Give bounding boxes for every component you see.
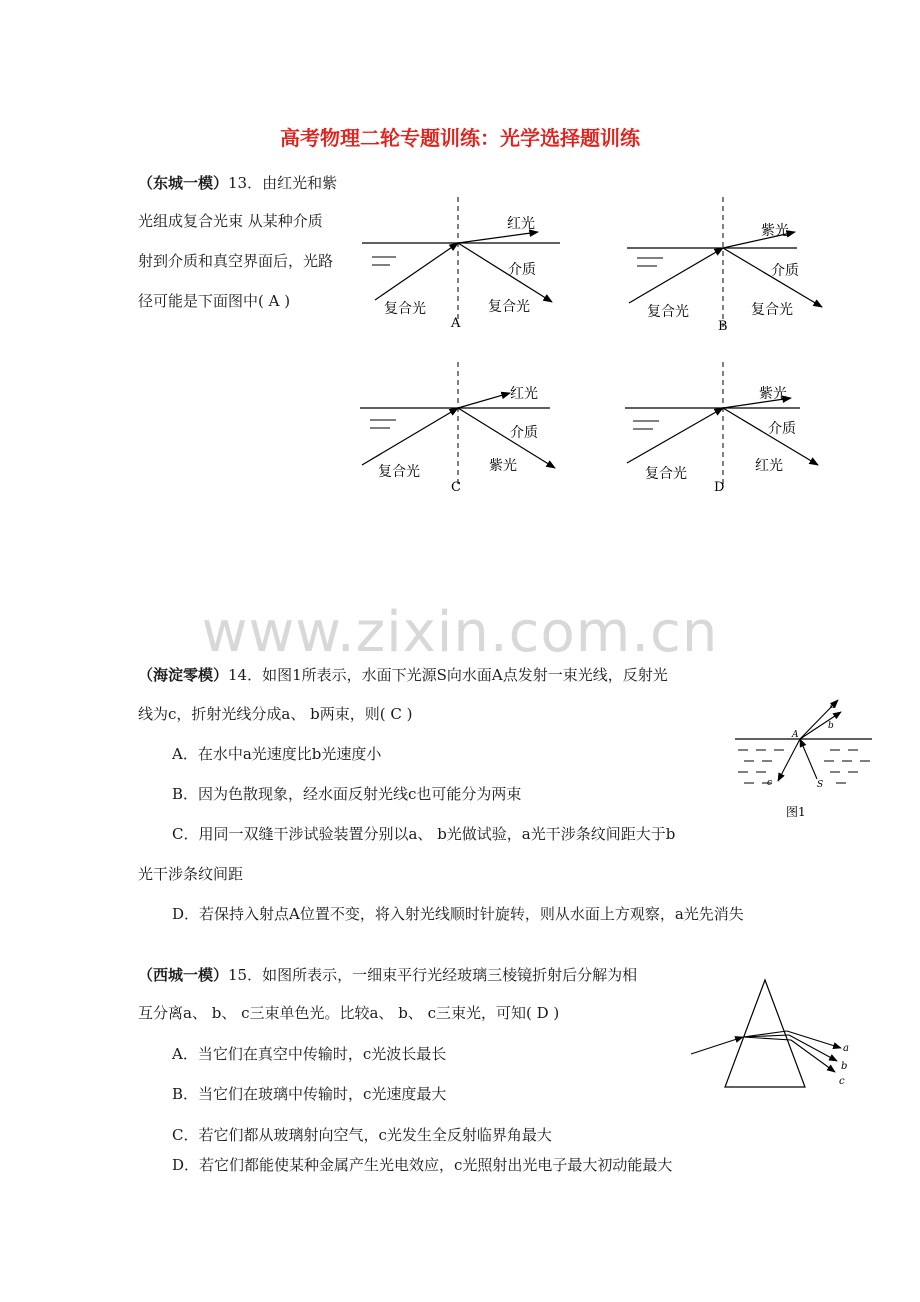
prism-label-c: c	[839, 1076, 845, 1087]
q15-option-a: A．当它们在真空中传输时，c光波长最长	[172, 1045, 447, 1063]
fig-b-label-reflect: 复合光	[751, 302, 793, 318]
fig-d-label-down: 介质	[768, 421, 796, 437]
q14-option-d: D．若保持入射点A位置不变，将入射光线顺时针旋转，则从水面上方观察，a光先消失	[172, 905, 744, 923]
fig-c-label-reflect: 紫光	[489, 458, 517, 474]
fig-d-label-up: 紫光	[759, 386, 787, 402]
q13-figure-a	[350, 195, 590, 335]
q13-figure-c	[350, 360, 590, 500]
fig-b-letter: B	[718, 319, 728, 334]
fig-d-letter: D	[714, 480, 725, 495]
fig-c-label-up: 红光	[510, 386, 538, 402]
q15-line-1	[138, 964, 637, 985]
q15-source: （西城一模）	[138, 966, 229, 984]
fig1-label-point: A	[792, 730, 799, 740]
q14-option-c-cont: 光干涉条纹间距	[138, 865, 244, 883]
q13-line-3: 射到介质和真空界面后，光路	[138, 252, 334, 270]
q15-option-b: B．当它们在玻璃中传输时，c光速度最大	[172, 1085, 447, 1103]
fig-a-label-incident: 复合光	[384, 301, 426, 317]
fig1-caption: 图1	[786, 805, 806, 819]
q15-option-d: D．若它们都能使某种金属产生光电效应，c光照射出光电子最大初动能最大	[172, 1156, 673, 1174]
q13-line-2: 光组成复合光束 从某种介质	[138, 212, 323, 230]
q13-line-1	[138, 172, 337, 193]
fig-c-label-down: 介质	[510, 425, 538, 441]
q14-option-b: B．因为色散现象，经水面反射光线c也可能分为两束	[172, 785, 522, 803]
q14-figure-1	[730, 695, 880, 825]
q15-prism-figure	[685, 975, 860, 1095]
prism-label-b: b	[841, 1061, 848, 1072]
q14-text-1: 14．如图1所表示，水面下光源S向水面A点发射一束光线，反射光	[228, 666, 668, 684]
q13-line-4: 径可能是下面图中( A )	[138, 292, 291, 310]
fig1-label-s: S	[817, 780, 824, 790]
fig-b-label-down: 介质	[771, 263, 799, 279]
q13-text-1: 13．由红光和紫	[228, 174, 338, 192]
prism-label-a: a	[843, 1043, 849, 1054]
page-title: 高考物理二轮专题训练：光学选择题训练	[280, 126, 640, 150]
fig-b-label-incident: 复合光	[647, 304, 689, 320]
q13-figure-d	[615, 360, 855, 500]
q13-source: （东城一模）	[138, 174, 229, 192]
q14-option-c: C．用同一双缝干涉试验装置分别以a、 b光做试验，a光干涉条纹间距大于b	[172, 825, 676, 843]
q15-line-2: 互分离a、 b、 c三束单色光。比较a、 b、 c三束光，可知( D )	[138, 1004, 560, 1022]
fig1-label-a: a	[830, 701, 836, 711]
fig-c-label-incident: 复合光	[378, 464, 420, 480]
fig-c-letter: C	[451, 480, 461, 495]
watermark: www.zixin.com.cn	[201, 600, 719, 665]
fig-a-label-reflect: 复合光	[488, 299, 530, 315]
fig-a-letter: A	[451, 316, 461, 331]
fig-d-label-incident: 复合光	[645, 466, 687, 482]
q14-source: （海淀零模）	[138, 666, 229, 684]
q14-line-2: 线为c，折射光线分成a、 b两束，则( C )	[138, 705, 413, 723]
q14-option-a: A．在水中a光速度比b光速度小	[172, 745, 382, 763]
fig1-label-b: b	[828, 721, 834, 731]
q15-option-c: C．若它们都从玻璃射向空气，c光发生全反射临界角最大	[172, 1126, 552, 1144]
q15-text-1: 15．如图所表示，一细束平行光经玻璃三棱镜折射后分解为相	[228, 966, 638, 984]
q13-figure-b	[615, 195, 855, 340]
fig-a-label-up: 红光	[507, 216, 535, 232]
fig1-label-c: c	[767, 778, 773, 788]
fig-a-label-down: 介质	[508, 262, 536, 278]
q14-line-1	[138, 664, 668, 685]
fig-b-label-up: 紫光	[761, 223, 789, 239]
fig-d-label-reflect: 红光	[755, 458, 783, 474]
